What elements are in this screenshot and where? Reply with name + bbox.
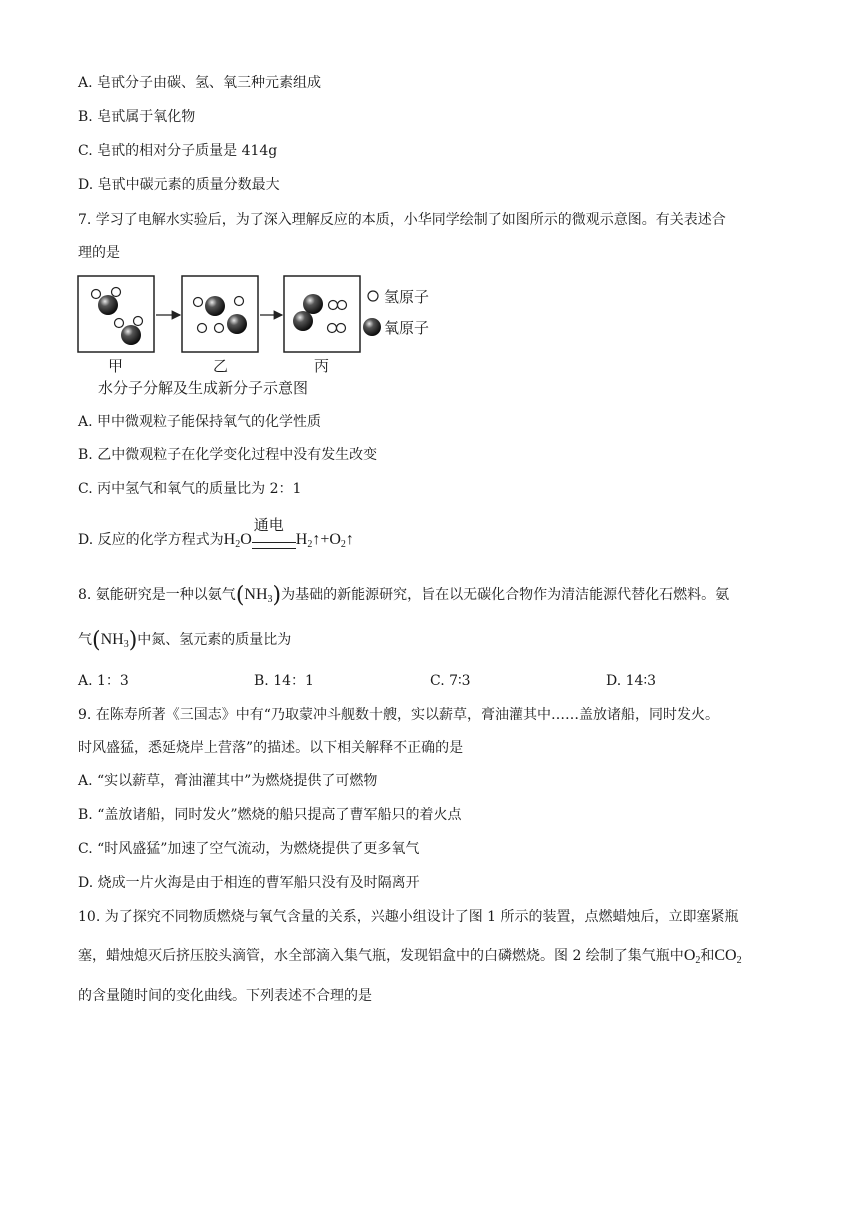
q7-stem-line1: 7. 学习了电解水实验后，为了深入理解反应的本质，小华同学绘制了如图所示的微观示意图。有关表述合 [78, 212, 726, 228]
hydrogen-atom [215, 324, 224, 333]
label-bing: 丙 [314, 357, 330, 375]
q10-stem-line3: 的含量随时间的变化曲线。下列表述不合理的是 [78, 988, 372, 1004]
ammonia-formula: $NH_3$ [100, 631, 129, 650]
q7-option-b: B. 乙中微观粒子在化学变化过程中没有发生改变 [78, 447, 378, 463]
box-bing [284, 276, 360, 352]
equation: $H_2O$ 通电 $H_2↑+O_2↑$ [224, 531, 354, 548]
legend-oxygen-icon [363, 318, 381, 336]
q6-option-a: A. 皂甙分子由碳、氢、氧三种元素组成 [78, 75, 322, 91]
water-electrolysis-diagram [76, 272, 456, 400]
hydrogen-atom [198, 324, 207, 333]
q6-option-d: D. 皂甙中碳元素的质量分数最大 [78, 177, 280, 193]
reaction-condition: 通电 [252, 535, 296, 555]
q8-choice-a: A. 1：3 [78, 673, 129, 689]
carbon-dioxide-formula: $CO_2$ [714, 947, 742, 966]
oxygen-atom [227, 314, 247, 334]
hydrogen-atom [235, 297, 244, 306]
q9-option-d: D. 烧成一片火海是由于相连的曹军船只没有及时隔离开 [78, 875, 420, 891]
q9-stem-line2: 时风盛猛，悉延烧岸上营落”的描述。以下相关解释不正确的是 [78, 740, 464, 756]
q8-stem-line2: 气$(NH_3)$中氮、氢元素的质量比为 [78, 628, 292, 653]
oxygen-formula: $O_2$ [683, 947, 701, 966]
label-jia: 甲 [108, 357, 124, 375]
q9-option-a: A. “实以薪草，膏油灌其中”为燃烧提供了可燃物 [78, 773, 378, 789]
q6-option-b: B. 皂甙属于氧化物 [78, 109, 196, 125]
hydrogen-molecule [328, 324, 346, 333]
water-molecule [115, 317, 143, 346]
label-yi: 乙 [213, 357, 229, 375]
legend-hydrogen-icon [368, 291, 378, 301]
oxygen-atom [205, 296, 225, 316]
q8-choice-c: C. 7∶3 [430, 673, 471, 689]
legend-hydrogen-label: 氢原子 [384, 288, 430, 306]
q7-stem-line2: 理的是 [78, 245, 120, 261]
q7-option-d [78, 518, 354, 555]
q7-option-c: C. 丙中氢气和氧气的质量比为 2：1 [78, 481, 302, 497]
q7-option-a: A. 甲中微观粒子能保持氧气的化学性质 [78, 414, 322, 430]
q9-option-c: C. “时风盛猛”加速了空气流动，为燃烧提供了更多氧气 [78, 841, 420, 857]
q8-stem-line1: 8. 氨能研究是一种以氨气$(NH_3)$为基础的新能源研究，旨在以无碳化合物作为清洁能源代替化石燃料。氨 [78, 583, 730, 608]
q10-stem-line1: 10. 为了探究不同物质燃烧与氧气含量的关系，兴趣小组设计了图 1 所示的装置，点燃蜡烛后，立即塞紧瓶 [78, 909, 739, 925]
q10-stem-line2: 塞，蜡烛熄灭后挤压胶头滴管，水全部滴入集气瓶，发现铝盒中的白磷燃烧。图 2 绘制了集气瓶中$O_2$和$CO_2$ [78, 947, 742, 966]
legend-oxygen-label: 氧原子 [384, 319, 430, 337]
q9-option-b: B. “盖放诸船，同时发火”燃烧的船只提高了曹军船只的着火点 [78, 807, 462, 823]
oxygen-molecule [293, 294, 323, 331]
q6-option-c: C. 皂甙的相对分子质量是 414g [78, 143, 278, 159]
hydrogen-atom [194, 298, 203, 307]
q7-option-d-prefix: D. 反应的化学方程式为 [78, 532, 224, 548]
ammonia-formula: $NH_3$ [244, 586, 273, 605]
q8-choice-b: B. 14：1 [254, 673, 314, 689]
q9-stem-line1: 9. 在陈寿所著《三国志》中有“乃取蒙冲斗舰数十艘，实以薪草，膏油灌其中……盖放诸船，同时发火。 [78, 707, 719, 723]
q8-choice-d: D. 14∶3 [606, 673, 656, 689]
figure-caption: 水分子分解及生成新分子示意图 [98, 379, 309, 397]
water-molecule [92, 288, 121, 316]
hydrogen-molecule [329, 301, 347, 310]
